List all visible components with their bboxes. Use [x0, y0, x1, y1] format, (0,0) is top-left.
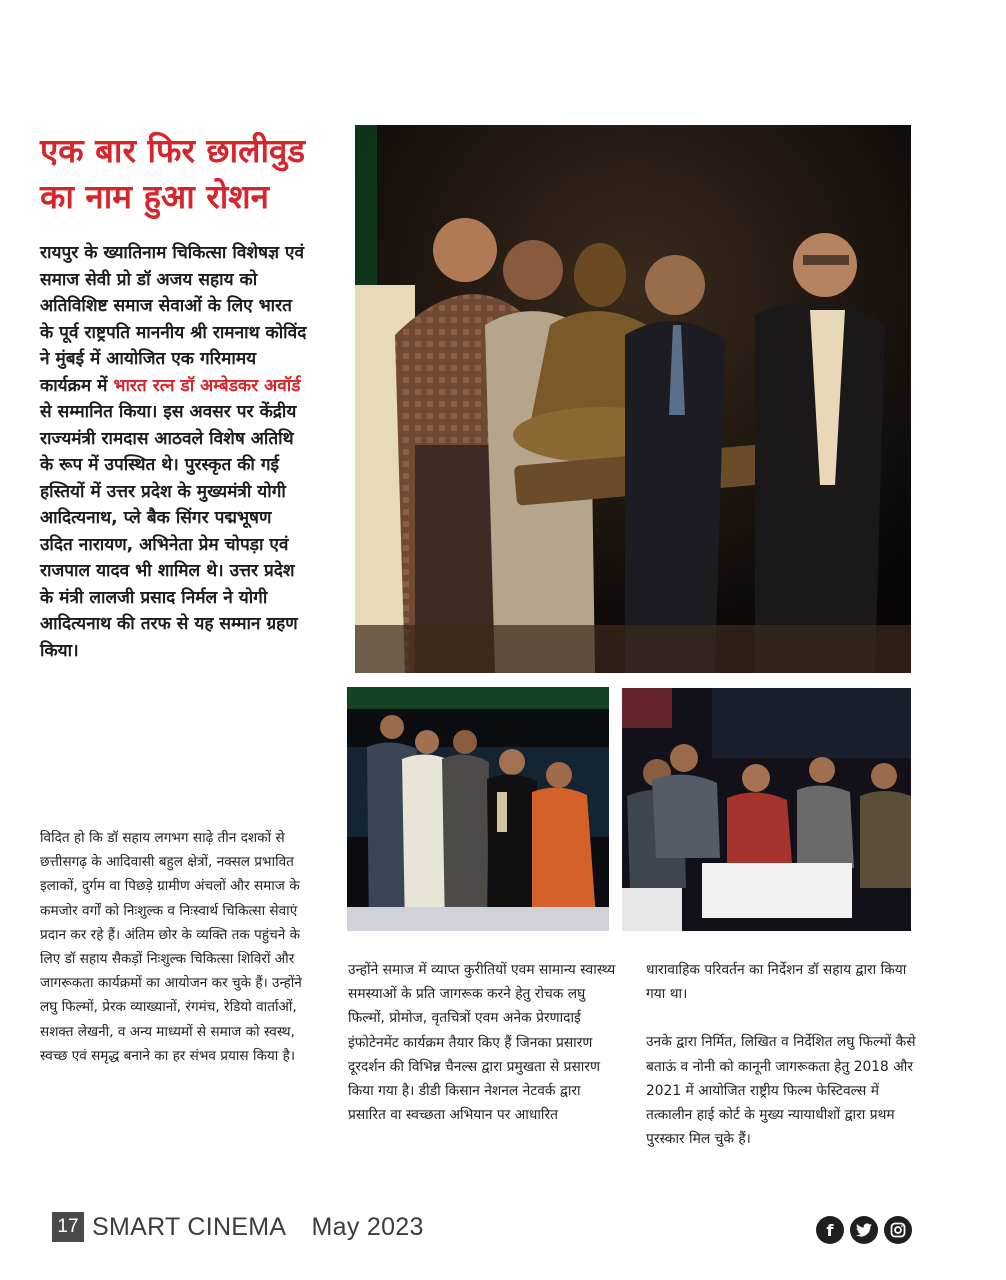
award-name: भारत रत्न डॉ अम्बेडकर अवॉर्ड — [113, 375, 301, 396]
headline-line-2: का नाम हुआ रोशन — [40, 177, 270, 216]
issue-date: May 2023 — [311, 1213, 424, 1241]
body-paragraph: उन्होंने समाज में व्याप्त कुरीतियों एवम सामान्य स्वास्थ्य समस्याओं के प्रति जागरूक करने हेतु रोचक लघु फिल्मों, प्रोमोज, वृतचित्रों एवम अनेक प्रेरणादाई इंफोटेनमेंट कार्यक्रम तैयार किए हैं जिनका प्रसारण दूरदर्शन की विभिन्न चैनल्स द्वारा प्रमुखता से प्रसारण किया गया है। डीडी किसान नेशनल नेटवर्क द्वारा प्रसारित वा स्वच्छता अभियान पर आधारित — [348, 962, 616, 1124]
body-column-1 — [40, 826, 308, 1068]
twitter-icon[interactable] — [850, 1216, 878, 1244]
body-paragraph: उनके द्वारा निर्मित, लिखित व निर्देशित लघु फिल्मों कैसे बताऊं व नोनी को कानूनी जागरूकता हेतु 2018 और 2021 में आयोजित राष्ट्रीय फिल्म फेस्टिवल्स में तत्कालीन हाई कोर्ट के मुख्य न्यायाधीशों द्वारा प्रथम पुरस्कार मिल चुके हैं। — [646, 1034, 916, 1148]
page-footer — [52, 1210, 952, 1246]
body-paragraph: धारावाहिक परिवर्तन का निर्देशन डॉ सहाय द्वारा किया गया था। — [646, 962, 907, 1003]
group-award-photo — [347, 687, 609, 931]
social-links — [816, 1216, 912, 1244]
seated-guests-photo — [622, 688, 911, 931]
headline-line-1: एक बार फिर छालीवुड — [40, 131, 306, 170]
instagram-icon[interactable] — [884, 1216, 912, 1244]
body-paragraph: विदित हो कि डॉ सहाय लगभग साढ़े तीन दशकों से छत्तीसगढ़ के आदिवासी बहुल क्षेत्रों, नक्सल प्रभावित इलाकों, दुर्गम वा पिछड़े ग्रामीण अंचलों और समाज के कमजोर वर्गों को निःशुल्क व निःस्वार्थ चिकित्सा सेवाएं प्रदान कर रहे हैं। अंतिम छोर के व्यक्ति तक पहुंचने के लिए डॉ सहाय सैकड़ों निःशुल्क चिकित्सा शिविरों और जागरूकता कार्यक्रमों का आयोजन कर चुके हैं। उन्होंने लघु फिल्मों, प्रेरक व्याख्यानों, रंगमंच, रेडियो वार्ताओं, सशक्त लेखनी, व अन्य माध्यमों से समाज को स्वस्थ, स्वच्छ एवं समृद्ध बनाने का हर संभव प्रयास किया है। — [40, 830, 302, 1064]
body-column-2 — [348, 958, 620, 1127]
page-number: 17 — [52, 1212, 84, 1242]
magazine-name: SMART CINEMA — [92, 1213, 285, 1241]
lead-text-after: से सम्मानित किया। इस अवसर पर केंद्रीय राज्यमंत्री रामदास आठवले विशेष अतिथि के रूप में उपस्थित थे। पुरस्कृत की गई हस्तियों में उत्तर प्रदेश के मुख्यमंत्री योगी आदित्यनाथ, प्ले बैक सिंगर पद्मभूषण उदित नारायण, अभिनेता प्रेम चोपड़ा एवं राजपाल यादव भी शामिल थे। उत्तर प्रदेश के मंत्री लालजी प्रसाद निर्मल ने योगी आदित्यनाथ की तरफ से यह सम्मान ग्रहण किया। — [40, 402, 298, 661]
magazine-title — [92, 1213, 424, 1242]
main-award-photo — [355, 125, 911, 673]
lead-paragraph — [40, 240, 308, 664]
lead-text-before: रायपुर के ख्यातिनाम चिकित्सा विशेषज्ञ एवं समाज सेवी प्रो डॉ अजय सहाय को अतिविशिष्ट समाज सेवाओं के लिए भारत के पूर्व राष्ट्रपति माननीय श्री रामनाथ कोविंद ने मुंबई में आयोजित एक गरिमामय कार्यक्रम में — [40, 243, 307, 396]
body-column-3 — [646, 958, 916, 1151]
article-headline — [40, 128, 340, 220]
facebook-icon[interactable]: f — [816, 1216, 844, 1244]
